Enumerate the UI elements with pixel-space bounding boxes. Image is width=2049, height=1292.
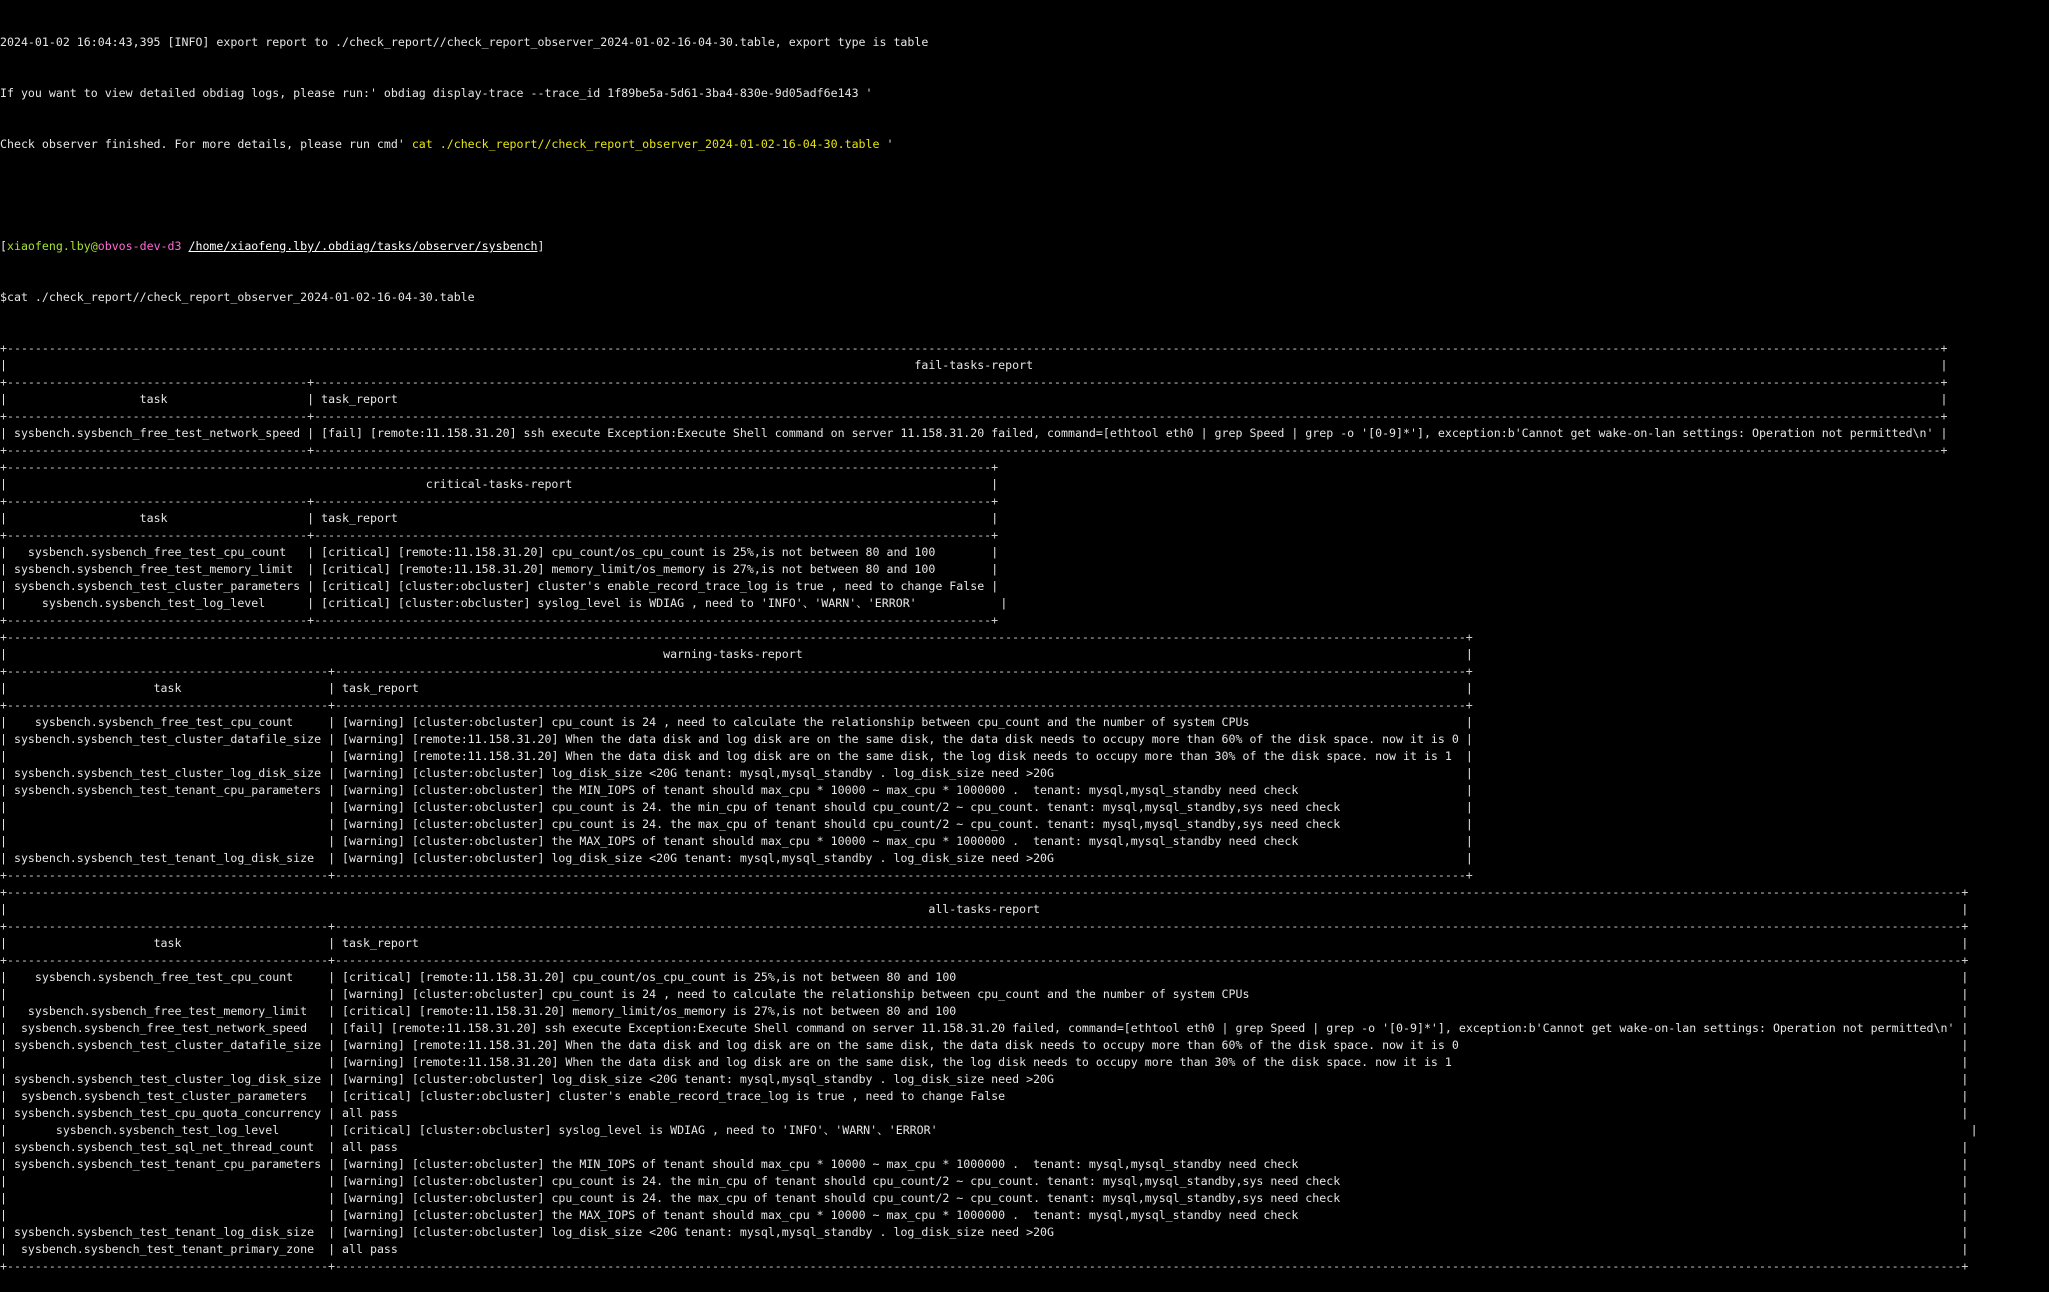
table-title-row: | fail-tasks-report | bbox=[0, 358, 1948, 372]
prompt-at: @ bbox=[90, 239, 98, 253]
blank-line bbox=[0, 187, 2049, 204]
task-report: [critical] [cluster:obcluster] syslog_level is WDIAG , need to 'INFO'、'WARN'、'ERROR' bbox=[314, 596, 1001, 610]
table-row: | sysbench.sysbench_test_cluster_parameters | [critical] [cluster:obcluster] cluster's enable_record_trace_log is true , need to change False | bbox=[0, 579, 999, 593]
table-border: +----------------------------------------------+-----------------------------------------------------------------------------------------------------------------------------------------------------------------------------------------------------------------------------------------+ bbox=[0, 953, 1969, 967]
table-row: | sysbench.sysbench_test_log_level | [critical] [cluster:obcluster] syslog_level is WDIAG , need to 'INFO'、'WARN'、'ERROR' | bbox=[0, 596, 1008, 610]
table-border: +----------------------------------------------+-----------------------------------------------------------------------------------------------------------------------------------------------------------------------------------------------------------------------------------------+ bbox=[0, 919, 1969, 933]
task-name bbox=[7, 987, 328, 1001]
table-row: | sysbench.sysbench_test_tenant_log_disk_size | [warning] [cluster:obcluster] log_disk_size <20G tenant: mysql,mysql_standby . log_disk_size need >20G | bbox=[0, 1225, 1969, 1239]
task-name: sysbench.sysbench_test_log_level bbox=[6, 596, 308, 610]
table-row: | | [warning] [cluster:obcluster] cpu_count is 24. the min_cpu of tenant should cpu_count/2 ~ cpu_count. tenant: mysql,mysql_standby,sys need check | bbox=[0, 1174, 1969, 1188]
finish-command: cat ./check_report//check_report_observer_2024-01-02-16-04-30.table bbox=[411, 137, 880, 151]
table-border: +-------------------------------------------+-----------------------------------------------------------------------------------------------------------------------------------------------------------------------------------------------------------------------------------------+ bbox=[0, 375, 1948, 389]
task-report: all pass bbox=[335, 1140, 1962, 1154]
task-name: sysbench.sysbench_free_test_memory_limit bbox=[6, 1004, 329, 1018]
task-name: sysbench.sysbench_test_sql_net_thread_count bbox=[6, 1140, 329, 1154]
task-name: sysbench.sysbench_test_cluster_parameters bbox=[6, 1089, 329, 1103]
task-name: sysbench.sysbench_free_test_network_speed bbox=[6, 426, 308, 440]
task-report: [warning] [remote:11.158.31.20] When the data disk and log disk are on the same disk, the data disk needs to occupy more than 60% of the disk space. now it is 0 bbox=[335, 732, 1466, 746]
finish-prefix: Check observer finished. For more details, please run cmd' bbox=[0, 137, 412, 151]
task-report: [critical] [remote:11.158.31.20] cpu_count/os_cpu_count is 25%,is not between 80 and 100 bbox=[335, 970, 1962, 984]
table-title: all-tasks-report bbox=[6, 902, 1962, 916]
task-name: sysbench.sysbench_test_cluster_datafile_size bbox=[6, 1038, 329, 1052]
task-report: [warning] [cluster:obcluster] log_disk_size <20G tenant: mysql,mysql_standby . log_disk_size need >20G bbox=[335, 1225, 1962, 1239]
table-row: | | [warning] [remote:11.158.31.20] When the data disk and log disk are on the same disk, the log disk needs to occupy more than 30% of the disk space. now it is 1 | bbox=[0, 1055, 1969, 1069]
table-row: | sysbench.sysbench_test_cpu_quota_concurrency | all pass | bbox=[0, 1106, 1969, 1120]
table-row: | sysbench.sysbench_test_tenant_cpu_parameters | [warning] [cluster:obcluster] the MIN_IOPS of tenant should max_cpu * 10000 ~ max_cpu * 1000000 . tenant: mysql,mysql_standby need check | bbox=[0, 1157, 1969, 1171]
task-name: sysbench.sysbench_test_tenant_primary_zone bbox=[6, 1242, 329, 1256]
table-border: +----------------------------------------------+-----------------------------------------------------------------------------------------------------------------------------------------------------------------------------------------------------------------------------------------+ bbox=[0, 1259, 1969, 1273]
table-header-row: | task | task_report | bbox=[0, 392, 1948, 406]
table-row: | sysbench.sysbench_free_test_memory_limit | [critical] [remote:11.158.31.20] memory_limit/os_memory is 27%,is not between 80 and 100 | bbox=[0, 1004, 1969, 1018]
task-name bbox=[7, 1208, 328, 1222]
table-border: +-----------------------------------------------------------------------------------------------------------------------------------------------------------------------------------------------------------------+ bbox=[0, 630, 1473, 644]
table-row: | sysbench.sysbench_free_test_network_speed | [fail] [remote:11.158.31.20] ssh execute Exception:Execute Shell command on server 11.158.31.20 failed, command=[ethtool eth0 | grep Speed | grep -o '[0-9]*'], exception:b'Cannot get wake-on-lan settings: Operation not permitted\n' | bbox=[0, 1021, 1969, 1035]
table-title: warning-tasks-report bbox=[6, 647, 1466, 661]
task-name: sysbench.sysbench_test_tenant_log_disk_size bbox=[6, 851, 329, 865]
task-report: [warning] [cluster:obcluster] log_disk_size <20G tenant: mysql,mysql_standby . log_disk_size need >20G bbox=[335, 766, 1466, 780]
task-report: [warning] [cluster:obcluster] cpu_count is 24. the max_cpu of tenant should cpu_count/2 ~ cpu_count. tenant: mysql,mysql_standby,sys need check bbox=[335, 1191, 1962, 1205]
task-report: [warning] [cluster:obcluster] cpu_count is 24 , need to calculate the relationship between cpu_count and the number of system CPUs bbox=[335, 987, 1962, 1001]
column-header-task: task bbox=[6, 681, 329, 695]
task-report: [warning] [cluster:obcluster] the MAX_IOPS of tenant should max_cpu * 10000 ~ max_cpu * 1000000 . tenant: mysql,mysql_standby need check bbox=[335, 1208, 1962, 1222]
column-header-task-report: task_report bbox=[314, 392, 1941, 406]
table-border: +-------------------------------------------+-------------------------------------------------------------------------------------------------+ bbox=[0, 613, 999, 627]
prompt-user: xiaofeng.lby bbox=[6, 239, 91, 253]
table-title-row: | warning-tasks-report | bbox=[0, 647, 1473, 661]
table-title: fail-tasks-report bbox=[6, 358, 1941, 372]
column-header-task-report: task_report bbox=[335, 681, 1466, 695]
log-line-export: 2024-01-02 16:04:43,395 [INFO] export report to ./check_report//check_report_observer_2024-01-02-16-04-30.table, export type is table bbox=[0, 35, 929, 49]
task-name: sysbench.sysbench_test_tenant_cpu_parameters bbox=[6, 1157, 329, 1171]
task-report: [critical] [cluster:obcluster] syslog_level is WDIAG , need to 'INFO'、'WARN'、'ERROR' bbox=[335, 1123, 1971, 1137]
task-report: [warning] [cluster:obcluster] cpu_count is 24. the max_cpu of tenant should cpu_count/2 ~ cpu_count. tenant: mysql,mysql_standby,sys need check bbox=[335, 817, 1466, 831]
table-row: | sysbench.sysbench_test_tenant_cpu_parameters | [warning] [cluster:obcluster] the MIN_IOPS of tenant should max_cpu * 10000 ~ max_cpu * 1000000 . tenant: mysql,mysql_standby need check | bbox=[0, 783, 1473, 797]
table-border: +---------------------------------------------------------------------------------------------------------------------------------------------+ bbox=[0, 460, 999, 474]
column-header-task-report: task_report bbox=[335, 936, 1962, 950]
table-header-row: | task | task_report | bbox=[0, 936, 1969, 950]
task-report: [critical] [cluster:obcluster] cluster's enable_record_trace_log is true , need to change False bbox=[314, 579, 992, 593]
table-border: +-------------------------------------------+-------------------------------------------------------------------------------------------------+ bbox=[0, 494, 999, 508]
task-name: sysbench.sysbench_free_test_cpu_count bbox=[6, 715, 329, 729]
task-name: sysbench.sysbench_test_tenant_log_disk_size bbox=[6, 1225, 329, 1239]
task-report: [warning] [remote:11.158.31.20] When the data disk and log disk are on the same disk, the data disk needs to occupy more than 60% of the disk space. now it is 0 bbox=[335, 1038, 1962, 1052]
task-report: [fail] [remote:11.158.31.20] ssh execute Exception:Execute Shell command on server 11.158.31.20 failed, command=[ethtool eth0 | grep Speed | grep -o '[0-9]*'], exception:b'Cannot get wake-on-lan settings: Operation not permitted\n' bbox=[314, 426, 1941, 440]
table-row: | sysbench.sysbench_free_test_cpu_count | [critical] [remote:11.158.31.20] cpu_count/os_cpu_count is 25%,is not between 80 and 100 | bbox=[0, 545, 999, 559]
report-table-critical-tasks-report bbox=[0, 459, 2049, 629]
table-row: | sysbench.sysbench_test_cluster_datafile_size | [warning] [remote:11.158.31.20] When the data disk and log disk are on the same disk, the data disk needs to occupy more than 60% of the disk space. now it is 0 | bbox=[0, 1038, 1969, 1052]
table-row: | | [warning] [cluster:obcluster] cpu_count is 24. the min_cpu of tenant should cpu_count/2 ~ cpu_count. tenant: mysql,mysql_standby,sys need check | bbox=[0, 800, 1473, 814]
table-title-row: | critical-tasks-report | bbox=[0, 477, 999, 491]
task-name bbox=[7, 834, 328, 848]
task-report: all pass bbox=[335, 1106, 1962, 1120]
task-report: [warning] [cluster:obcluster] log_disk_size <20G tenant: mysql,mysql_standby . log_disk_size need >20G bbox=[335, 1072, 1962, 1086]
task-name bbox=[7, 1174, 328, 1188]
table-row: | | [warning] [remote:11.158.31.20] When the data disk and log disk are on the same disk, the log disk needs to occupy more than 30% of the disk space. now it is 1 | bbox=[0, 749, 1473, 763]
task-report: [warning] [cluster:obcluster] log_disk_size <20G tenant: mysql,mysql_standby . log_disk_size need >20G bbox=[335, 851, 1466, 865]
task-report: [fail] [remote:11.158.31.20] ssh execute Exception:Execute Shell command on server 11.158.31.20 failed, command=[ethtool eth0 | grep Speed | grep -o '[0-9]*'], exception:b'Cannot get wake-on-lan settings: Operation not permitted\n' bbox=[335, 1021, 1962, 1035]
table-row: | sysbench.sysbench_test_tenant_primary_zone | all pass | bbox=[0, 1242, 1969, 1256]
table-row: | sysbench.sysbench_test_sql_net_thread_count | all pass | bbox=[0, 1140, 1969, 1154]
table-row: | sysbench.sysbench_test_tenant_log_disk_size | [warning] [cluster:obcluster] log_disk_size <20G tenant: mysql,mysql_standby . log_disk_size need >20G | bbox=[0, 851, 1473, 865]
task-name: sysbench.sysbench_free_test_cpu_count bbox=[6, 545, 308, 559]
shell-prompt: [xiaofeng.lby@obvos-dev-d3 /home/xiaofeng.lby/.obdiag/tasks/observer/sysbench] bbox=[0, 239, 545, 253]
table-border: +-------------------------------------------+-----------------------------------------------------------------------------------------------------------------------------------------------------------------------------------------------------------------------------------------+ bbox=[0, 443, 1948, 457]
table-row: | sysbench.sysbench_test_cluster_log_disk_size | [warning] [cluster:obcluster] log_disk_size <20G tenant: mysql,mysql_standby . log_disk_size need >20G | bbox=[0, 766, 1473, 780]
task-name: sysbench.sysbench_free_test_memory_limit bbox=[6, 562, 308, 576]
report-table-warning-tasks-report bbox=[0, 629, 2049, 884]
table-row: | sysbench.sysbench_test_cluster_log_disk_size | [warning] [cluster:obcluster] log_disk_size <20G tenant: mysql,mysql_standby . log_disk_size need >20G | bbox=[0, 1072, 1969, 1086]
task-report: [warning] [cluster:obcluster] the MAX_IOPS of tenant should max_cpu * 10000 ~ max_cpu * 1000000 . tenant: mysql,mysql_standby need check bbox=[335, 834, 1466, 848]
task-name: sysbench.sysbench_test_log_level bbox=[6, 1123, 329, 1137]
table-border: +-------------------------------------------+-----------------------------------------------------------------------------------------------------------------------------------------------------------------------------------------------------------------------------------------+ bbox=[0, 409, 1948, 423]
table-row: | sysbench.sysbench_free_test_cpu_count | [warning] [cluster:obcluster] cpu_count is 24 , need to calculate the relationship between cpu_count and the number of system CPUs | bbox=[0, 715, 1473, 729]
table-title: critical-tasks-report bbox=[6, 477, 992, 491]
column-header-task: task bbox=[6, 936, 329, 950]
table-row: | | [warning] [cluster:obcluster] the MAX_IOPS of tenant should max_cpu * 10000 ~ max_cpu * 1000000 . tenant: mysql,mysql_standby need check | bbox=[0, 1208, 1969, 1222]
column-header-task: task bbox=[6, 392, 308, 406]
task-report: [warning] [cluster:obcluster] cpu_count is 24 , need to calculate the relationship between cpu_count and the number of system CPUs bbox=[335, 715, 1466, 729]
task-name: sysbench.sysbench_free_test_cpu_count bbox=[6, 970, 329, 984]
task-report: [critical] [remote:11.158.31.20] memory_limit/os_memory is 27%,is not between 80 and 100 bbox=[335, 1004, 1962, 1018]
table-border: +-------------------------------------------------------------------------------------------------------------------------------------------------------------------------------------------------------------------------------------------------------------------------------------+ bbox=[0, 341, 1948, 355]
prompt-cwd: /home/xiaofeng.lby/.obdiag/tasks/observer/sysbench bbox=[188, 239, 538, 253]
task-report: all pass bbox=[335, 1242, 1962, 1256]
task-name: sysbench.sysbench_test_cluster_log_disk_size bbox=[6, 1072, 329, 1086]
task-name: sysbench.sysbench_test_tenant_cpu_parameters bbox=[6, 783, 329, 797]
task-report: [critical] [cluster:obcluster] cluster's enable_record_trace_log is true , need to change False bbox=[335, 1089, 1962, 1103]
task-name bbox=[7, 817, 328, 831]
task-report: [warning] [remote:11.158.31.20] When the data disk and log disk are on the same disk, the log disk needs to occupy more than 30% of the disk space. now it is 1 bbox=[335, 749, 1466, 763]
task-name: sysbench.sysbench_test_cluster_parameters bbox=[6, 579, 308, 593]
table-row: | | [warning] [cluster:obcluster] the MAX_IOPS of tenant should max_cpu * 10000 ~ max_cpu * 1000000 . tenant: mysql,mysql_standby need check | bbox=[0, 834, 1473, 848]
finish-suffix: ' bbox=[879, 137, 894, 151]
table-row: | sysbench.sysbench_test_cluster_parameters | [critical] [cluster:obcluster] cluster's enable_record_trace_log is true , need to change False | bbox=[0, 1089, 1969, 1103]
report-tables bbox=[0, 340, 2049, 1275]
log-line-finished bbox=[0, 136, 2049, 153]
table-border: +----------------------------------------------+------------------------------------------------------------------------------------------------------------------------------------------------------------------+ bbox=[0, 868, 1473, 882]
table-border: +----------------------------------------------+------------------------------------------------------------------------------------------------------------------------------------------------------------------+ bbox=[0, 698, 1473, 712]
table-title-row: | all-tasks-report | bbox=[0, 902, 1969, 916]
table-border: +-------------------------------------------+-------------------------------------------------------------------------------------------------+ bbox=[0, 528, 999, 542]
report-table-fail-tasks-report bbox=[0, 340, 2049, 459]
table-row: | | [warning] [cluster:obcluster] cpu_count is 24. the max_cpu of tenant should cpu_count/2 ~ cpu_count. tenant: mysql,mysql_standby,sys need check | bbox=[0, 817, 1473, 831]
task-report: [critical] [remote:11.158.31.20] cpu_count/os_cpu_count is 25%,is not between 80 and 100 bbox=[314, 545, 992, 559]
task-report: [warning] [cluster:obcluster] the MIN_IOPS of tenant should max_cpu * 10000 ~ max_cpu * 1000000 . tenant: mysql,mysql_standby need check bbox=[335, 783, 1466, 797]
column-header-task: task bbox=[6, 511, 308, 525]
task-name bbox=[7, 800, 328, 814]
task-name bbox=[7, 749, 328, 763]
shell-command: $cat ./check_report//check_report_observer_2024-01-02-16-04-30.table bbox=[0, 290, 475, 304]
table-row: | sysbench.sysbench_free_test_network_speed | [fail] [remote:11.158.31.20] ssh execute Exception:Execute Shell command on server 11.158.31.20 failed, command=[ethtool eth0 | grep Speed | grep -o '[0-9]*'], exception:b'Cannot get wake-on-lan settings: Operation not permitted\n' | bbox=[0, 426, 1948, 440]
task-name: sysbench.sysbench_free_test_network_speed bbox=[6, 1021, 329, 1035]
table-row: | sysbench.sysbench_free_test_memory_limit | [critical] [remote:11.158.31.20] memory_limit/os_memory is 27%,is not between 80 and 100 | bbox=[0, 562, 999, 576]
task-name: sysbench.sysbench_test_cluster_log_disk_size bbox=[6, 766, 329, 780]
column-header-task-report: task_report bbox=[314, 511, 992, 525]
task-name bbox=[7, 1055, 328, 1069]
table-row: | | [warning] [cluster:obcluster] cpu_count is 24 , need to calculate the relationship between cpu_count and the number of system CPUs | bbox=[0, 987, 1969, 1001]
log-line-trace: If you want to view detailed obdiag logs, please run:' obdiag display-trace --trace_id 1f89be5a-5d61-3ba4-830e-9d05adf6e143 ' bbox=[0, 86, 873, 100]
task-name bbox=[7, 1191, 328, 1205]
task-report: [warning] [cluster:obcluster] the MIN_IOPS of tenant should max_cpu * 10000 ~ max_cpu * 1000000 . tenant: mysql,mysql_standby need check bbox=[335, 1157, 1962, 1171]
table-border: +----------------------------------------------+------------------------------------------------------------------------------------------------------------------------------------------------------------------+ bbox=[0, 664, 1473, 678]
prompt-host: obvos-dev-d3 bbox=[97, 239, 182, 253]
task-report: [critical] [remote:11.158.31.20] memory_limit/os_memory is 27%,is not between 80 and 100 bbox=[314, 562, 992, 576]
table-row: | sysbench.sysbench_test_log_level | [critical] [cluster:obcluster] syslog_level is WDIAG , need to 'INFO'、'WARN'、'ERROR' | bbox=[0, 1123, 1978, 1137]
table-row: | sysbench.sysbench_free_test_cpu_count | [critical] [remote:11.158.31.20] cpu_count/os_cpu_count is 25%,is not between 80 and 100 | bbox=[0, 970, 1969, 984]
task-name: sysbench.sysbench_test_cpu_quota_concurrency bbox=[6, 1106, 329, 1120]
task-report: [warning] [cluster:obcluster] cpu_count is 24. the min_cpu of tenant should cpu_count/2 ~ cpu_count. tenant: mysql,mysql_standby,sys need check bbox=[335, 800, 1466, 814]
task-report: [warning] [remote:11.158.31.20] When the data disk and log disk are on the same disk, the log disk needs to occupy more than 30% of the disk space. now it is 1 bbox=[335, 1055, 1962, 1069]
table-header-row: | task | task_report | bbox=[0, 511, 999, 525]
table-header-row: | task | task_report | bbox=[0, 681, 1473, 695]
task-name: sysbench.sysbench_test_cluster_datafile_size bbox=[6, 732, 329, 746]
report-table-all-tasks-report bbox=[0, 884, 2049, 1275]
table-border: +----------------------------------------------------------------------------------------------------------------------------------------------------------------------------------------------------------------------------------------------------------------------------------------+ bbox=[0, 885, 1969, 899]
table-row: | sysbench.sysbench_test_cluster_datafile_size | [warning] [remote:11.158.31.20] When the data disk and log disk are on the same disk, the data disk needs to occupy more than 60% of the disk space. now it is 0 | bbox=[0, 732, 1473, 746]
table-row: | | [warning] [cluster:obcluster] cpu_count is 24. the max_cpu of tenant should cpu_count/2 ~ cpu_count. tenant: mysql,mysql_standby,sys need check | bbox=[0, 1191, 1969, 1205]
task-report: [warning] [cluster:obcluster] cpu_count is 24. the min_cpu of tenant should cpu_count/2 ~ cpu_count. tenant: mysql,mysql_standby,sys need check bbox=[335, 1174, 1962, 1188]
